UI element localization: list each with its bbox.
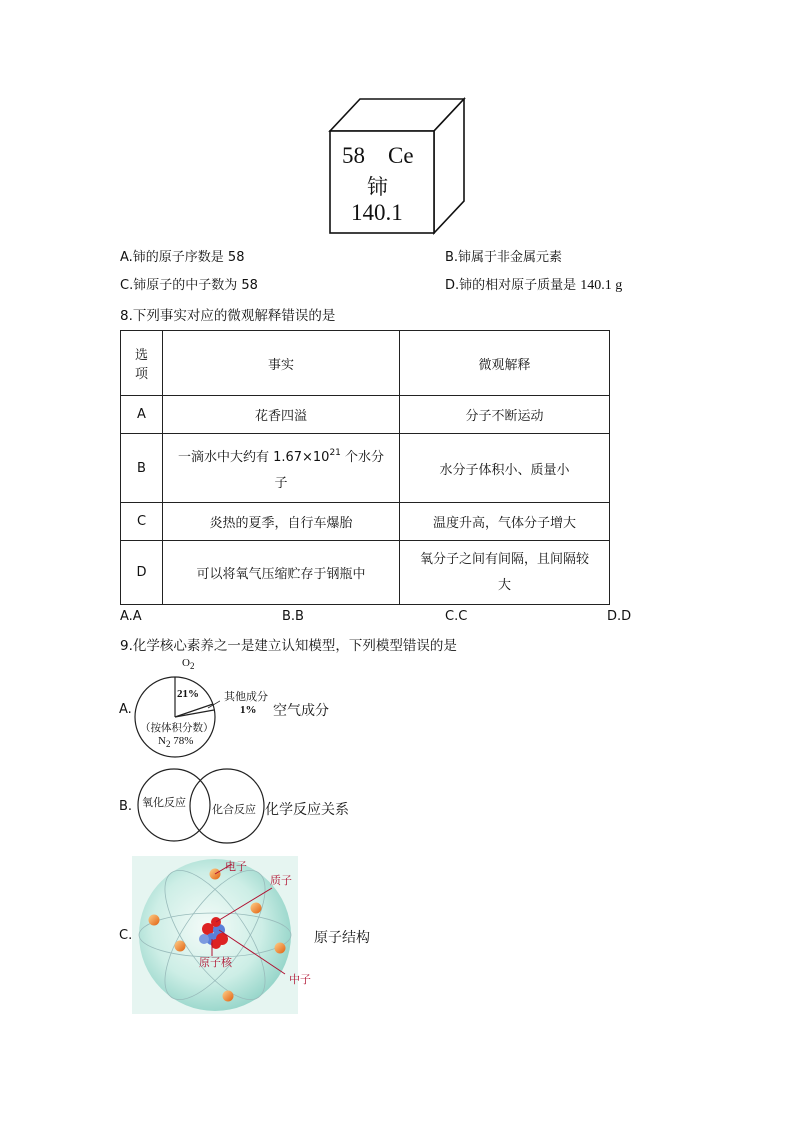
atomic-number: 58 [342,143,365,168]
other-components-label: 其他成分 [224,690,268,703]
row-b-fact-line1 [169,440,393,471]
table-row [121,396,610,434]
row-c-option: C [121,503,163,541]
other-components-percent: 1% [240,704,257,716]
header-option [121,331,163,396]
q8-choice-c: C.C [445,609,468,624]
q9-option-c-caption: 原子结构 [314,930,370,946]
table-row [121,503,610,541]
proton-label: 质子 [270,874,292,887]
n2-symbol: N [158,735,166,747]
element-name: 铈 [367,175,388,199]
n2-label [158,735,193,749]
row-a-explanation: 分子不断运动 [400,396,610,434]
q7-option-d-value: 140.1 g [580,278,623,293]
row-d-explanation [400,541,610,605]
q7-option-d-text: D.铈的相对原子质量是 [445,278,577,293]
o2-symbol: O [182,657,190,669]
n2-percent: 78% [170,735,194,747]
row-d-option: D [121,541,163,605]
row-b-explanation: 水分子体积小、质量小 [400,434,610,503]
header-explanation: 微观解释 [400,331,610,396]
q7-option-c: C.铈原子的中子数为 58 [120,278,258,293]
q9-stem: 9.化学核心素养之一是建立认知模型，下列模型错误的是 [120,638,457,654]
q9-option-a-caption: 空气成分 [273,703,329,719]
row-d-fact: 可以将氧气压缩贮存于钢瓶中 [163,541,400,605]
element-card [326,97,466,235]
row-b-option: B [121,434,163,503]
row-b-fact-exponent: 21 [329,447,341,458]
table-header-row [121,331,610,396]
atomic-mass: 140.1 [351,200,403,225]
row-a-option: A [121,396,163,434]
facts-table [120,330,610,605]
row-a-fact: 花香四溢 [163,396,400,434]
n2-subscript: 2 [165,739,171,749]
q8-choice-d: D.D [607,609,632,624]
row-b-fact-line2: 子 [274,475,288,491]
neutron-label: 中子 [289,973,311,986]
row-c-fact: 炎热的夏季，自行车爆胎 [163,503,400,541]
row-b-fact [163,434,400,503]
electron-label: 电子 [225,860,247,873]
row-d-explanation-line1: 氧分子之间有间隔，且间隔较 [419,551,589,567]
q9-option-c-label: C. [119,928,133,943]
q7-option-b: B.铈属于非金属元素 [445,250,563,265]
q9-option-b-label: B. [119,799,133,814]
nucleus-label: 原子核 [199,956,232,969]
header-option-line2: 项 [134,367,148,382]
table-row [121,434,610,503]
row-b-fact-post: 个水分 [340,449,385,465]
element-symbol: Ce [388,143,414,168]
q8-choice-a: A.A [120,609,142,624]
q7-option-d [445,274,622,294]
header-option-line1: 选 [134,348,148,363]
venn-right-label: 化合反应 [212,803,256,816]
o2-subscript: 2 [189,661,195,671]
volume-fraction-note: （按体积分数） [140,722,214,734]
q9-option-a-label: A. [119,702,132,717]
q9-option-b-caption: 化学反应关系 [265,802,349,818]
row-c-explanation: 温度升高，气体分子增大 [400,503,610,541]
row-d-explanation-line2: 大 [497,577,511,593]
q8-stem: 8.下列事实对应的微观解释错误的是 [120,308,336,324]
row-b-fact-pre: 一滴水中大约有 1.67×10 [177,449,330,465]
q7-option-a: A.铈的原子序数是 58 [120,250,245,265]
header-fact: 事实 [163,331,400,396]
o2-label [182,657,194,671]
q8-choice-b: B.B [282,609,304,624]
o2-percent: 21% [177,688,199,700]
venn-left-label: 氧化反应 [142,796,186,809]
table-row [121,541,610,605]
